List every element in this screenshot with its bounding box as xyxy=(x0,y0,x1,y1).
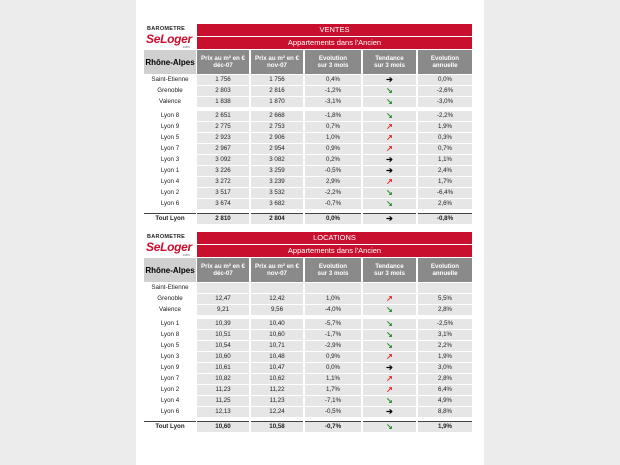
table-row xyxy=(144,319,472,330)
city-name: Valence xyxy=(159,98,181,105)
price-nov: 3 082 xyxy=(251,155,303,165)
table-row xyxy=(144,385,472,396)
price-nov: 2 804 xyxy=(251,213,303,224)
city-name: Tout Lyon xyxy=(144,213,196,224)
city-name: Lyon 1 xyxy=(160,167,180,174)
trend-cell xyxy=(363,305,416,315)
table-row xyxy=(144,166,472,177)
evolution-annual: 8,8% xyxy=(418,407,472,417)
table-row xyxy=(144,144,472,155)
trend-flat-arrow-icon: ➔ xyxy=(386,155,393,164)
evolution-annual: 0,7% xyxy=(418,144,472,154)
trend-cell xyxy=(363,374,416,384)
header-evolution-3m: Evolution sur 3 mois xyxy=(305,258,361,282)
table-row xyxy=(144,86,472,97)
table-row xyxy=(144,341,472,352)
trend-up-arrow-icon: ↗ xyxy=(386,177,393,186)
logo-barometre-text: BAROMETRE xyxy=(147,234,186,240)
header-region: Rhône-Alpes xyxy=(144,50,196,74)
evolution-3m: -4,0% xyxy=(305,305,361,315)
trend-cell xyxy=(363,155,416,165)
price-nov: 1 870 xyxy=(251,97,303,107)
trend-up-arrow-icon: ↗ xyxy=(386,352,393,361)
price-nov: 12,24 xyxy=(251,407,303,417)
price-dec: 1 756 xyxy=(197,75,249,85)
price-nov: 10,60 xyxy=(251,330,303,340)
evolution-annual: 3,1% xyxy=(418,330,472,340)
city-name: Lyon 8 xyxy=(160,112,180,119)
evolution-3m: -2,2% xyxy=(305,188,361,198)
table-row xyxy=(144,396,472,407)
trend-cell xyxy=(363,111,416,121)
locations-rows xyxy=(144,283,472,432)
trend-cell xyxy=(363,352,416,362)
evolution-3m: 1,7% xyxy=(305,385,361,395)
price-dec: 11,25 xyxy=(197,396,249,406)
header-region: Rhône-Alpes xyxy=(144,258,196,282)
price-nov: 11,22 xyxy=(251,385,303,395)
price-dec: 10,82 xyxy=(197,374,249,384)
trend-cell xyxy=(363,86,416,96)
trend-cell xyxy=(363,330,416,340)
city-name: Grenoble xyxy=(157,87,183,94)
price-nov: 3 259 xyxy=(251,166,303,176)
evolution-annual: 2,4% xyxy=(418,166,472,176)
evolution-3m: 0,0% xyxy=(305,213,361,224)
price-nov: 11,23 xyxy=(251,396,303,406)
trend-up-arrow-icon: ↗ xyxy=(386,374,393,383)
ventes-rows xyxy=(144,75,472,224)
total-row xyxy=(144,213,472,224)
evolution-3m xyxy=(305,283,361,293)
city-name: Saint-Etienne xyxy=(151,284,189,291)
city-name: Lyon 9 xyxy=(160,364,180,371)
evolution-annual: 6,4% xyxy=(418,385,472,395)
price-nov: 10,47 xyxy=(251,363,303,373)
evolution-annual: 2,2% xyxy=(418,341,472,351)
evolution-annual: 5,5% xyxy=(418,294,472,304)
header-trend-3m: Tendance sur 3 mois xyxy=(363,258,416,282)
evolution-annual: 2,6% xyxy=(418,199,472,209)
table-row xyxy=(144,294,472,305)
price-nov: 2 816 xyxy=(251,86,303,96)
evolution-3m: -7,1% xyxy=(305,396,361,406)
evolution-annual: -3,0% xyxy=(418,97,472,107)
trend-down-arrow-icon: ↘ xyxy=(386,422,393,431)
evolution-annual: 0,0% xyxy=(418,75,472,85)
price-nov: 2 906 xyxy=(251,133,303,143)
table-row xyxy=(144,111,472,122)
evolution-3m: -1,7% xyxy=(305,330,361,340)
city-name: Lyon 1 xyxy=(160,320,180,327)
price-nov: 1 756 xyxy=(251,75,303,85)
trend-cell xyxy=(363,396,416,406)
table-row xyxy=(144,352,472,363)
trend-down-arrow-icon: ↘ xyxy=(386,199,393,208)
evolution-annual: 1,7% xyxy=(418,177,472,187)
trend-flat-arrow-icon: ➔ xyxy=(386,214,393,223)
ventes-title: VENTES xyxy=(197,24,472,36)
locations-subtitle: Appartements dans l'Ancien xyxy=(197,245,472,257)
evolution-annual: -2,6% xyxy=(418,86,472,96)
price-nov: 10,62 xyxy=(251,374,303,384)
evolution-3m: 1,0% xyxy=(305,133,361,143)
price-dec: 11,23 xyxy=(197,385,249,395)
table-row xyxy=(144,155,472,166)
city-name: Lyon 2 xyxy=(160,386,180,393)
price-dec: 3 517 xyxy=(197,188,249,198)
seloger-barometre-logo xyxy=(144,232,196,258)
evolution-3m: 0,7% xyxy=(305,122,361,132)
trend-cell xyxy=(363,133,416,143)
price-dec: 10,51 xyxy=(197,330,249,340)
locations-title: LOCATIONS xyxy=(197,232,472,244)
evolution-annual: -6,4% xyxy=(418,188,472,198)
city-name: Lyon 3 xyxy=(160,353,180,360)
trend-down-arrow-icon: ↘ xyxy=(386,111,393,120)
price-nov: 3 532 xyxy=(251,188,303,198)
trend-cell xyxy=(363,421,416,432)
logo-brand-text: SeLoger xyxy=(146,240,192,254)
evolution-annual: 1,9% xyxy=(418,122,472,132)
trend-down-arrow-icon: ↘ xyxy=(386,97,393,106)
price-dec: 12,47 xyxy=(197,294,249,304)
trend-down-arrow-icon: ↘ xyxy=(386,330,393,339)
price-dec: 3 226 xyxy=(197,166,249,176)
evolution-3m: -0,7% xyxy=(305,421,361,432)
evolution-3m: 2,9% xyxy=(305,177,361,187)
price-dec xyxy=(197,283,249,293)
price-dec: 9,21 xyxy=(197,305,249,315)
city-name: Lyon 6 xyxy=(160,200,180,207)
evolution-3m: -0,5% xyxy=(305,166,361,176)
evolution-annual: 1,9% xyxy=(418,421,472,432)
table-row xyxy=(144,374,472,385)
trend-cell xyxy=(363,75,416,85)
evolution-annual: 1,1% xyxy=(418,155,472,165)
table-row xyxy=(144,199,472,210)
city-name: Lyon 5 xyxy=(160,342,180,349)
trend-down-arrow-icon: ↘ xyxy=(386,396,393,405)
trend-cell xyxy=(363,319,416,329)
trend-down-arrow-icon: ↘ xyxy=(386,86,393,95)
evolution-annual: -2,5% xyxy=(418,319,472,329)
city-name: Valence xyxy=(159,306,181,313)
header-price-nov: Prix au m² en € nov-07 xyxy=(251,258,303,282)
price-nov xyxy=(251,283,303,293)
price-nov: 12,42 xyxy=(251,294,303,304)
trend-down-arrow-icon: ↘ xyxy=(386,341,393,350)
trend-cell xyxy=(363,407,416,417)
evolution-annual xyxy=(418,283,472,293)
price-dec: 2 803 xyxy=(197,86,249,96)
logo-barometre-text: BAROMETRE xyxy=(147,26,186,32)
table-row xyxy=(144,97,472,108)
table-row xyxy=(144,75,472,86)
trend-up-arrow-icon: ↗ xyxy=(386,144,393,153)
price-dec: 3 092 xyxy=(197,155,249,165)
price-dec: 10,60 xyxy=(197,352,249,362)
evolution-annual: 4,9% xyxy=(418,396,472,406)
evolution-3m: -2,9% xyxy=(305,341,361,351)
trend-cell xyxy=(363,213,416,224)
logo-brand-text: SeLoger xyxy=(146,32,192,46)
header-price-nov: Prix au m² en € nov-07 xyxy=(251,50,303,74)
price-dec: 10,61 xyxy=(197,363,249,373)
price-dec: 3 272 xyxy=(197,177,249,187)
trend-cell xyxy=(363,363,416,373)
price-dec: 2 967 xyxy=(197,144,249,154)
evolution-annual: 3,0% xyxy=(418,363,472,373)
price-nov: 10,40 xyxy=(251,319,303,329)
city-name: Lyon 3 xyxy=(160,156,180,163)
evolution-annual: -0,8% xyxy=(418,213,472,224)
trend-flat-arrow-icon: ➔ xyxy=(386,166,393,175)
evolution-3m: -0,5% xyxy=(305,407,361,417)
trend-up-arrow-icon: ↗ xyxy=(386,385,393,394)
evolution-3m: 0,2% xyxy=(305,155,361,165)
city-name: Lyon 2 xyxy=(160,189,180,196)
trend-cell xyxy=(363,188,416,198)
evolution-3m: -0,7% xyxy=(305,199,361,209)
table-row xyxy=(144,188,472,199)
price-dec: 2 775 xyxy=(197,122,249,132)
table-row xyxy=(144,283,472,294)
table-row xyxy=(144,330,472,341)
evolution-3m: 0,9% xyxy=(305,144,361,154)
logo-suffix-text: .com xyxy=(182,253,190,257)
trend-cell xyxy=(363,294,416,304)
price-nov: 2 668 xyxy=(251,111,303,121)
price-nov: 10,48 xyxy=(251,352,303,362)
trend-down-arrow-icon: ↘ xyxy=(386,188,393,197)
price-nov: 2 954 xyxy=(251,144,303,154)
price-dec: 1 838 xyxy=(197,97,249,107)
evolution-3m: 0,9% xyxy=(305,352,361,362)
evolution-annual: 2,8% xyxy=(418,305,472,315)
trend-cell xyxy=(363,97,416,107)
evolution-3m: -1,8% xyxy=(305,111,361,121)
trend-up-arrow-icon: ↗ xyxy=(386,294,393,303)
evolution-3m: 0,4% xyxy=(305,75,361,85)
price-dec: 3 674 xyxy=(197,199,249,209)
trend-down-arrow-icon: ↘ xyxy=(386,319,393,328)
evolution-annual: 2,8% xyxy=(418,374,472,384)
evolution-3m: 0,0% xyxy=(305,363,361,373)
price-dec: 2 651 xyxy=(197,111,249,121)
evolution-annual: 0,3% xyxy=(418,133,472,143)
city-name: Lyon 7 xyxy=(160,375,180,382)
price-dec: 2 810 xyxy=(197,213,249,224)
price-nov: 9,56 xyxy=(251,305,303,315)
table-row xyxy=(144,133,472,144)
price-nov: 3 239 xyxy=(251,177,303,187)
header-evolution-3m: Evolution sur 3 mois xyxy=(305,50,361,74)
city-name: Grenoble xyxy=(157,295,183,302)
evolution-3m: 1,0% xyxy=(305,294,361,304)
table-row xyxy=(144,363,472,374)
total-row xyxy=(144,421,472,432)
header-evolution-annual: Evolution annuelle xyxy=(418,258,472,282)
city-name: Lyon 6 xyxy=(160,408,180,415)
price-dec: 2 923 xyxy=(197,133,249,143)
trend-down-arrow-icon: ↘ xyxy=(386,305,393,314)
evolution-annual: -2,2% xyxy=(418,111,472,121)
price-dec: 10,60 xyxy=(197,421,249,432)
header-price-dec: Prix au m² en € déc-07 xyxy=(197,50,249,74)
logo-suffix-text: .com xyxy=(182,45,190,49)
seloger-barometre-logo xyxy=(144,24,196,50)
price-dec: 10,54 xyxy=(197,341,249,351)
trend-cell xyxy=(363,199,416,209)
header-price-dec: Prix au m² en € déc-07 xyxy=(197,258,249,282)
city-name: Lyon 9 xyxy=(160,123,180,130)
trend-flat-arrow-icon: ➔ xyxy=(386,363,393,372)
price-dec: 10,39 xyxy=(197,319,249,329)
city-name: Lyon 4 xyxy=(160,397,180,404)
evolution-3m: -3,1% xyxy=(305,97,361,107)
price-nov: 10,58 xyxy=(251,421,303,432)
city-name: Lyon 4 xyxy=(160,178,180,185)
table-row xyxy=(144,122,472,133)
trend-flat-arrow-icon: ➔ xyxy=(386,407,393,416)
trend-cell xyxy=(363,122,416,132)
price-nov: 3 682 xyxy=(251,199,303,209)
city-name: Tout Lyon xyxy=(144,421,196,432)
price-nov: 2 753 xyxy=(251,122,303,132)
trend-cell xyxy=(363,341,416,351)
city-name: Lyon 5 xyxy=(160,134,180,141)
trend-cell xyxy=(363,166,416,176)
trend-cell xyxy=(363,177,416,187)
ventes-subtitle: Appartements dans l'Ancien xyxy=(197,37,472,49)
table-row xyxy=(144,305,472,316)
trend-up-arrow-icon: ↗ xyxy=(386,122,393,131)
evolution-3m: -1,2% xyxy=(305,86,361,96)
trend-cell xyxy=(363,283,416,293)
table-row xyxy=(144,177,472,188)
price-nov: 10,71 xyxy=(251,341,303,351)
city-name: Lyon 8 xyxy=(160,331,180,338)
trend-cell xyxy=(363,144,416,154)
header-evolution-annual: Evolution annuelle xyxy=(418,50,472,74)
evolution-3m: 1,1% xyxy=(305,374,361,384)
city-name: Lyon 7 xyxy=(160,145,180,152)
header-trend-3m: Tendance sur 3 mois xyxy=(363,50,416,74)
trend-cell xyxy=(363,385,416,395)
table-row xyxy=(144,407,472,418)
evolution-annual: 1,9% xyxy=(418,352,472,362)
price-dec: 12,13 xyxy=(197,407,249,417)
trend-up-arrow-icon: ↗ xyxy=(386,133,393,142)
city-name: Saint-Etienne xyxy=(151,76,189,83)
evolution-3m: -5,7% xyxy=(305,319,361,329)
trend-flat-arrow-icon: ➔ xyxy=(386,75,393,84)
